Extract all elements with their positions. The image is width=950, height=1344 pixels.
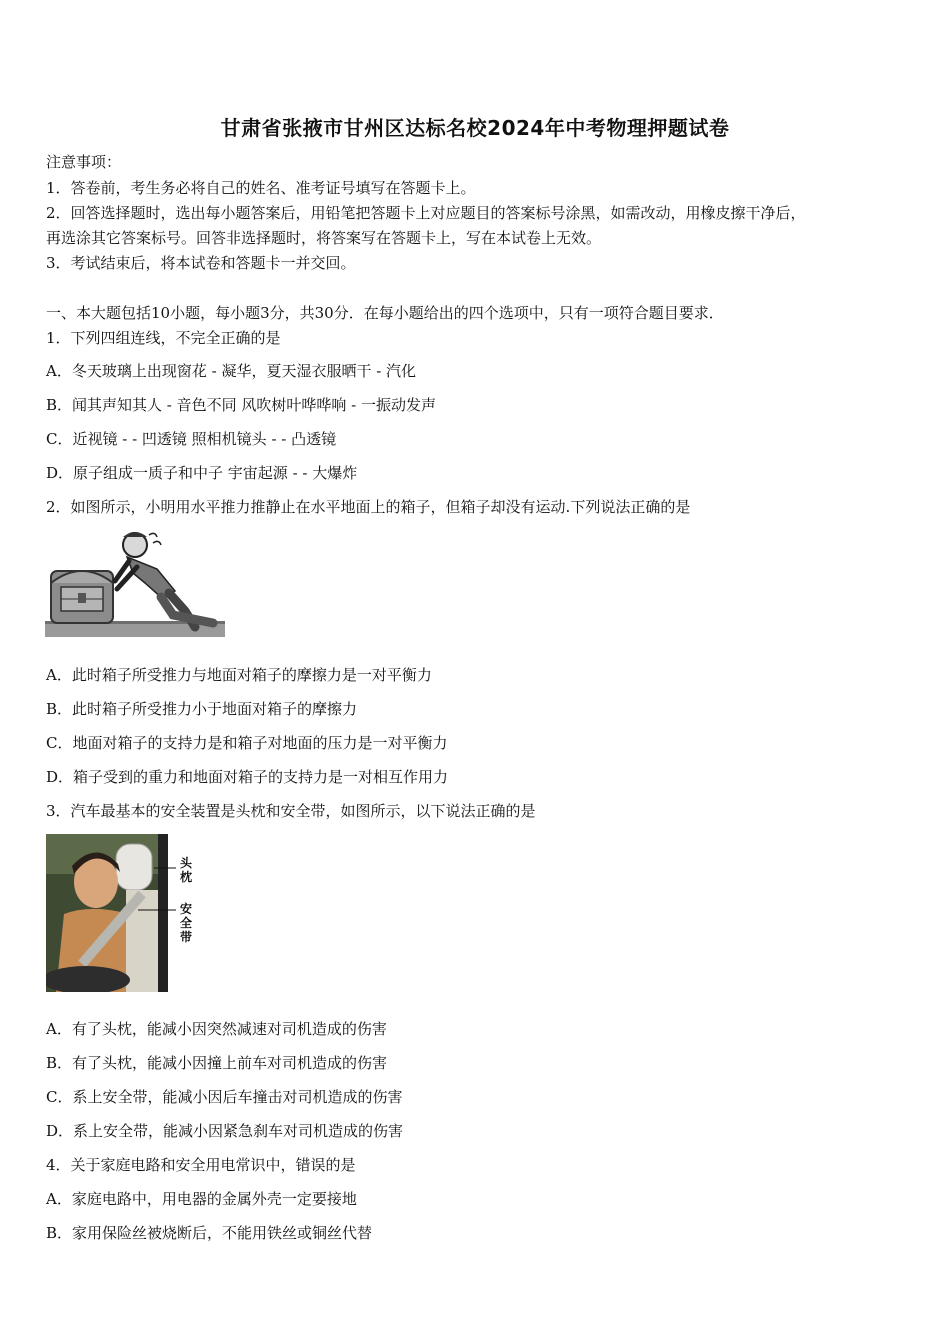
driver-headrest-seatbelt-photo (46, 834, 196, 992)
question-1-stem: 1．下列四组连线，不完全正确的是 (46, 329, 281, 347)
question-1-option-a: A．冬天玻璃上出现窗花 - 凝华，夏天湿衣服晒干 - 汽化 (46, 362, 417, 380)
boy-pushing-box-illustration (45, 527, 225, 637)
headrest-label: 头枕 (179, 856, 192, 884)
question-3-option-a: A．有了头枕，能减小因突然减速对司机造成的伤害 (46, 1020, 387, 1038)
question-1-option-d: D．原子组成一质子和中子 宇宙起源 - - 大爆炸 (46, 464, 358, 482)
notice-item-2: 2．回答选择题时，选出每小题答案后，用铅笔把答题卡上对应题目的答案标号涂黑，如需改动，用橡皮擦干净后， (46, 204, 806, 222)
question-3-option-b: B．有了头枕，能减小因撞上前车对司机造成的伤害 (46, 1054, 388, 1072)
page-title: 甘肃省张掖市甘州区达标名校2024年中考物理押题试卷 (220, 116, 730, 140)
notice-heading: 注意事项： (46, 153, 122, 171)
notice-item-1: 1．答卷前，考生务必将自己的姓名、准考证号填写在答题卡上。 (46, 179, 476, 197)
question-4-option-a: A．家庭电路中，用电器的金属外壳一定要接地 (46, 1190, 357, 1208)
question-4-option-b: B．家用保险丝被烧断后，不能用铁丝或铜丝代替 (46, 1224, 373, 1242)
question-2-option-c: C．地面对箱子的支持力是和箱子对地面的压力是一对平衡力 (46, 734, 448, 752)
question-3-stem: 3．汽车最基本的安全装置是头枕和安全带，如图所示，以下说法正确的是 (46, 802, 536, 820)
question-4-stem: 4．关于家庭电路和安全用电常识中，错误的是 (46, 1156, 356, 1174)
question-1-option-b: B．闻其声知其人 - 音色不同 风吹树叶哗哗响 - 一振动发声 (46, 396, 437, 414)
question-2-option-b: B．此时箱子所受推力小于地面对箱子的摩擦力 (46, 700, 358, 718)
question-2-option-a: A．此时箱子所受推力与地面对箱子的摩擦力是一对平衡力 (46, 666, 432, 684)
question-1-option-c: C．近视镜 - - 凹透镜 照相机镜头 - - 凸透镜 (46, 430, 337, 448)
question-2-option-d: D．箱子受到的重力和地面对箱子的支持力是一对相互作用力 (46, 768, 449, 786)
notice-item-3: 3．考试结束后，将本试卷和答题卡一并交回。 (46, 254, 356, 272)
section-intro: 一、本大题包括10小题，每小题3分，共30分．在每小题给出的四个选项中，只有一项符合题目要求． (46, 304, 724, 322)
question-2-stem: 2．如图所示，小明用水平推力推静止在水平地面上的箱子，但箱子却没有运动.下列说法正确的是 (46, 498, 691, 516)
question-3-option-c: C．系上安全带，能减小因后车撞击对司机造成的伤害 (46, 1088, 403, 1106)
notice-item-2-cont: 再选涂其它答案标号。回答非选择题时，将答案写在答题卡上，写在本试卷上无效。 (46, 229, 602, 247)
question-3-option-d: D．系上安全带，能减小因紧急刹车对司机造成的伤害 (46, 1122, 404, 1140)
seatbelt-label: 安全带 (179, 902, 192, 944)
